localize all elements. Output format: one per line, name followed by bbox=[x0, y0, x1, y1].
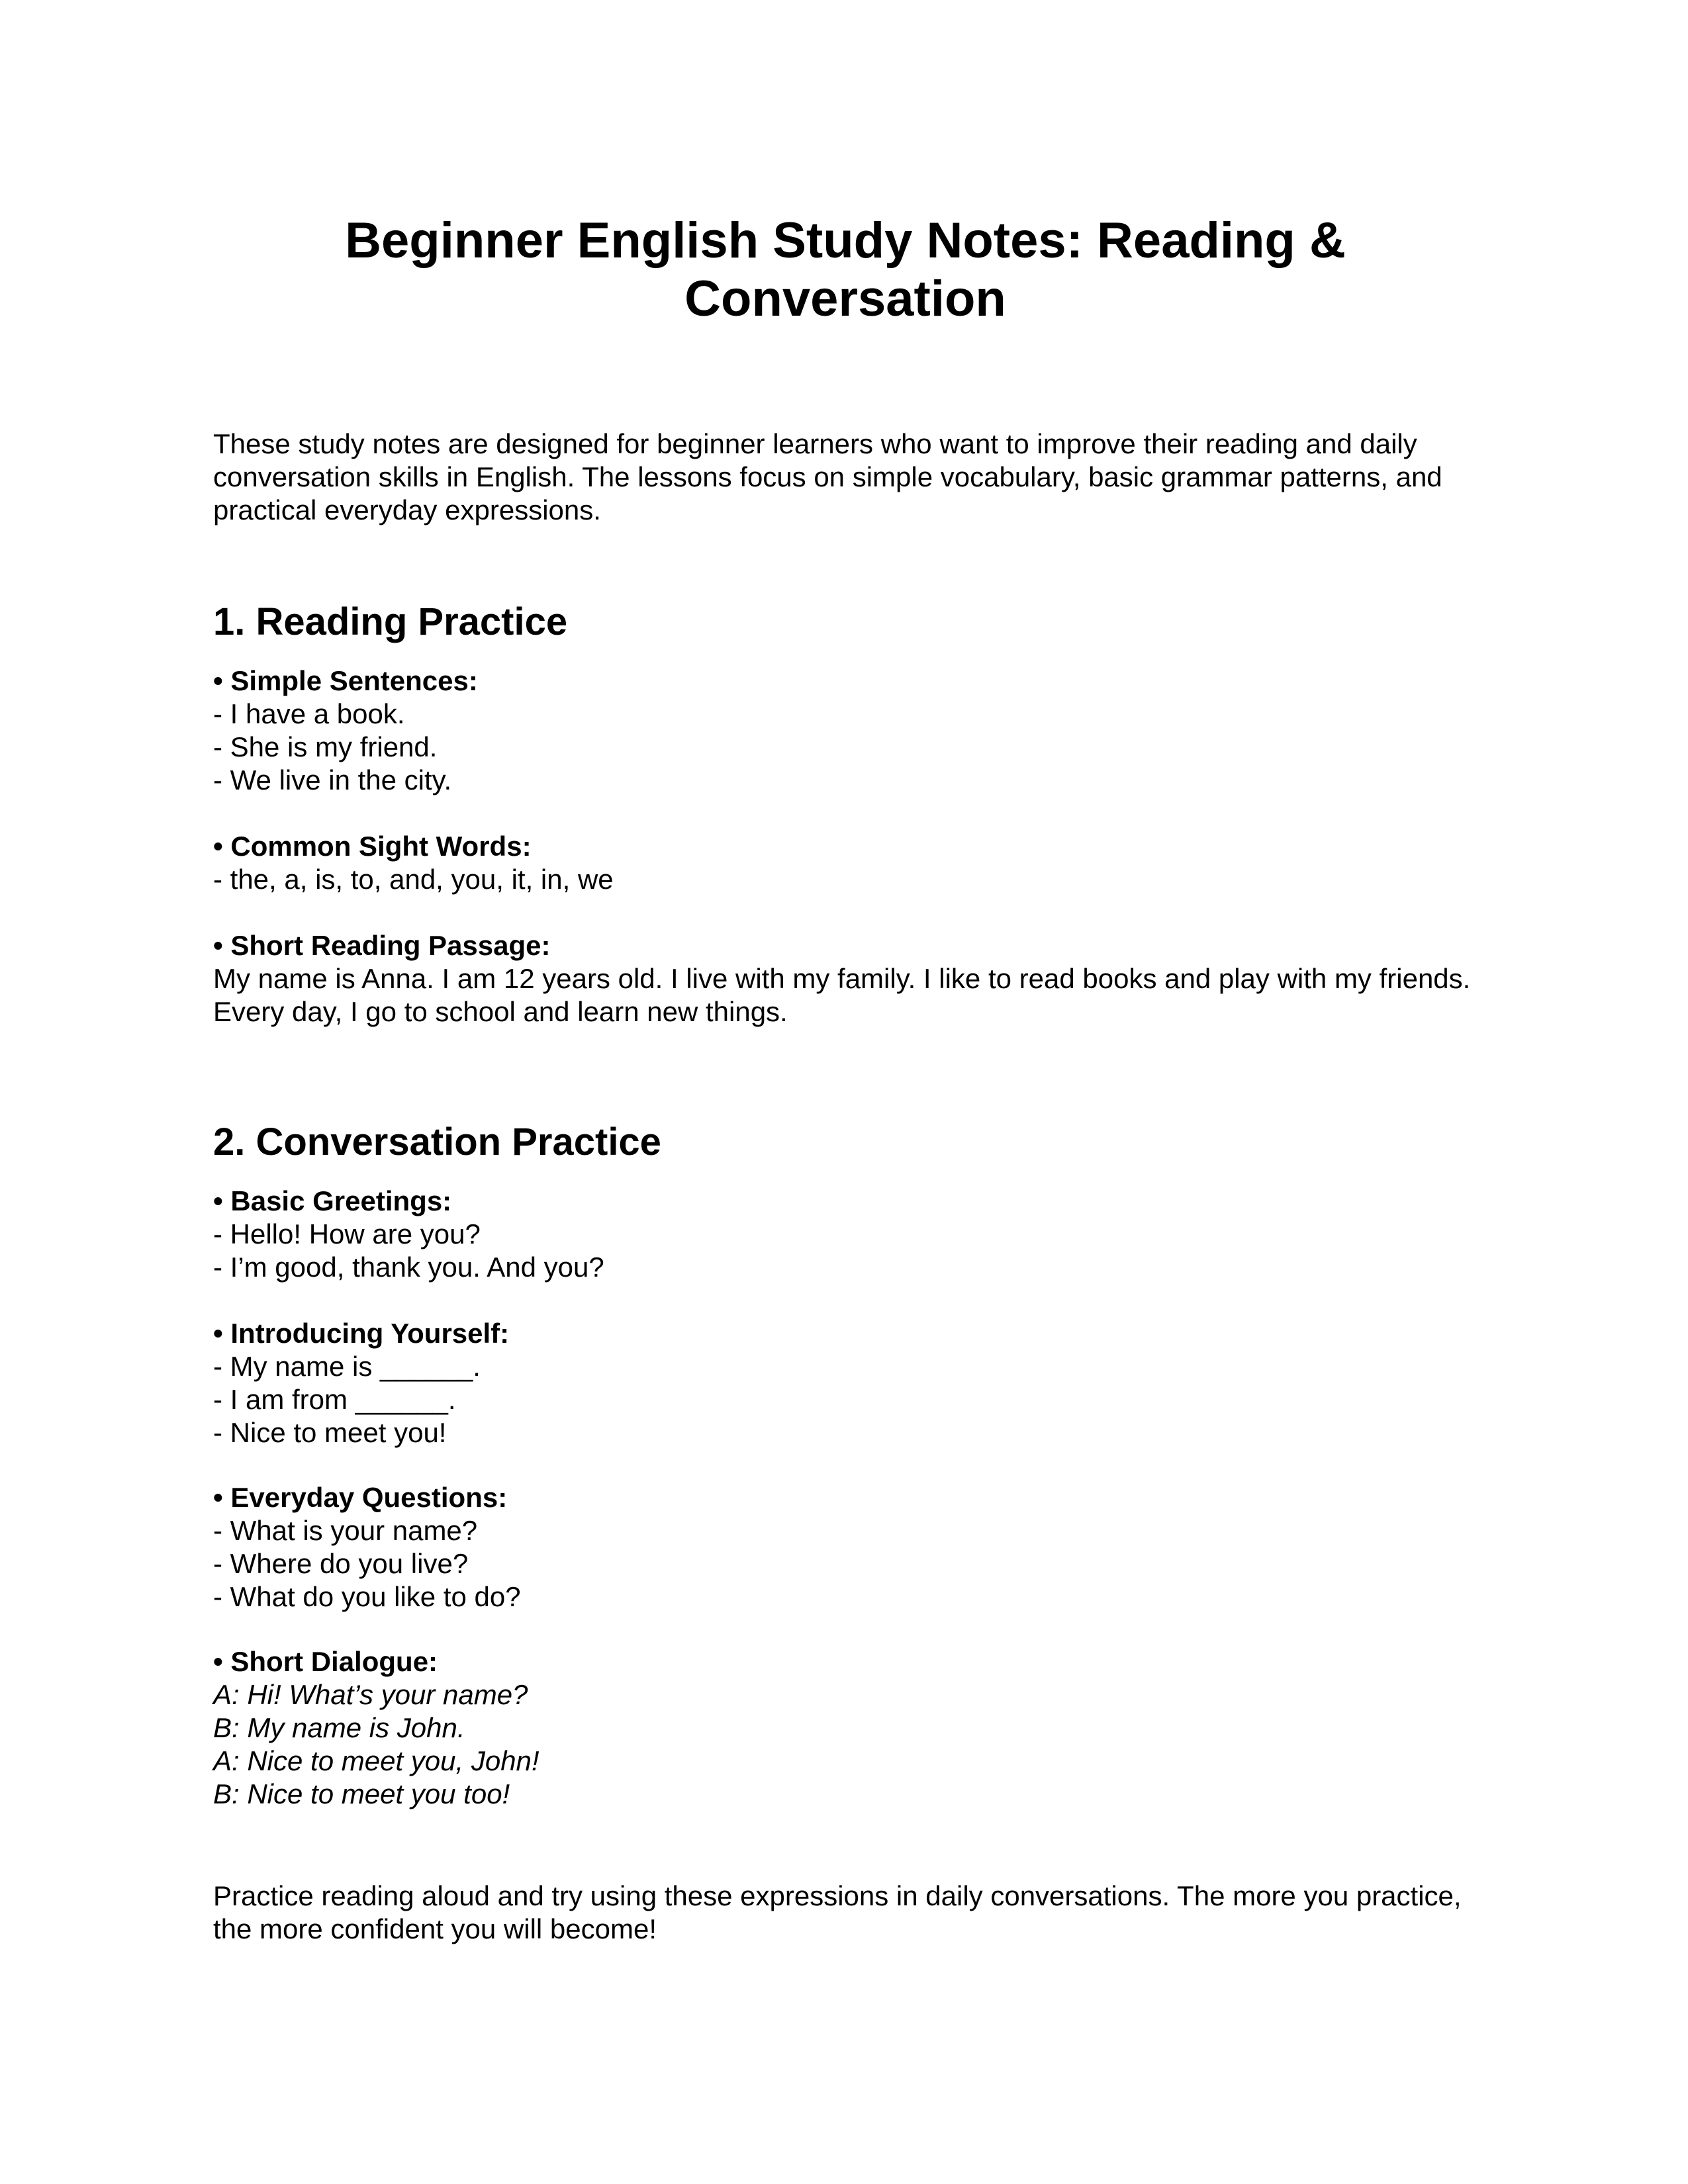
list-item: - Where do you live? bbox=[213, 1548, 469, 1579]
list-item: - the, a, is, to, and, you, it, in, we bbox=[213, 864, 614, 895]
introducing-yourself-group bbox=[213, 1317, 1477, 1449]
simple-sentences-label: • Simple Sentences: bbox=[213, 665, 478, 696]
list-item: - We live in the city. bbox=[213, 764, 452, 796]
everyday-questions-label: • Everyday Questions: bbox=[213, 1482, 508, 1513]
simple-sentences-group bbox=[213, 664, 1477, 797]
dialogue-line: B: Nice to meet you too! bbox=[213, 1778, 510, 1809]
conversation-practice-heading: 2. Conversation Practice bbox=[213, 1120, 661, 1163]
document-title bbox=[213, 212, 1477, 328]
dialogue-line: A: Nice to meet you, John! bbox=[213, 1745, 539, 1776]
dialogue-line: B: My name is John. bbox=[213, 1712, 465, 1743]
basic-greetings-group bbox=[213, 1185, 1477, 1284]
list-item: - My name is ______. bbox=[213, 1351, 481, 1382]
list-item: - I have a book. bbox=[213, 698, 405, 729]
intro-paragraph: These study notes are designed for beginner learners who want to improve their reading and daily conversation skills in English. The lessons focus on simple vocabulary, basic grammar patterns, and practical everyday expressions. bbox=[213, 428, 1442, 525]
list-item: - What do you like to do? bbox=[213, 1581, 521, 1612]
short-dialogue-group bbox=[213, 1645, 1477, 1811]
short-dialogue-label: • Short Dialogue: bbox=[213, 1646, 438, 1677]
reading-passage-text: My name is Anna. I am 12 years old. I live with my family. I like to read books and play with my friends. Every day, I go to school and learn new things. bbox=[213, 963, 1471, 1027]
closing-paragraph: Practice reading aloud and try using these expressions in daily conversations. The more you practice, the more confident you will become! bbox=[213, 1880, 1462, 1944]
introducing-yourself-label: • Introducing Yourself: bbox=[213, 1318, 510, 1349]
title-line-1: Beginner English Study Notes: Reading & bbox=[345, 212, 1346, 269]
list-item: - I’m good, thank you. And you? bbox=[213, 1251, 604, 1283]
basic-greetings-label: • Basic Greetings: bbox=[213, 1185, 452, 1216]
sight-words-group bbox=[213, 830, 1477, 896]
list-item: - She is my friend. bbox=[213, 731, 438, 762]
reading-passage-label: • Short Reading Passage: bbox=[213, 930, 551, 961]
list-item: - I am from ______. bbox=[213, 1384, 456, 1415]
title-line-2: Conversation bbox=[684, 271, 1006, 327]
list-item: - Hello! How are you? bbox=[213, 1218, 481, 1250]
reading-practice-heading: 1. Reading Practice bbox=[213, 600, 568, 643]
sight-words-label: • Common Sight Words: bbox=[213, 831, 532, 862]
reading-passage-group bbox=[213, 929, 1477, 1028]
everyday-questions-group bbox=[213, 1481, 1477, 1614]
list-item: - Nice to meet you! bbox=[213, 1417, 447, 1448]
list-item: - What is your name? bbox=[213, 1515, 478, 1546]
dialogue-line: A: Hi! What’s your name? bbox=[213, 1679, 528, 1710]
